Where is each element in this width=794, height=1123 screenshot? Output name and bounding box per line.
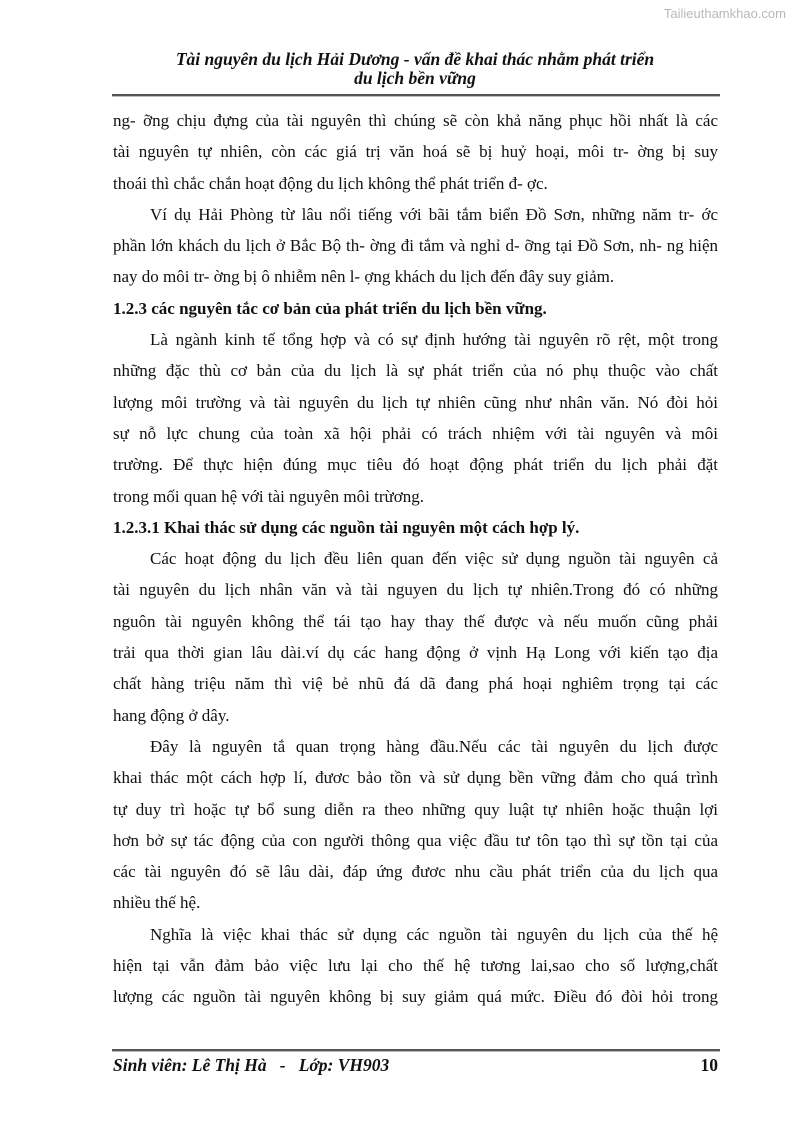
text-line: Ví dụ Hải Phòng từ lâu nổi tiếng với bãi tắm biển Đồ Sơn, những năm tr- ớc	[150, 204, 718, 224]
text-line: hơn bở sự tác động của con người thông qua việc đầu tư tôn tạo thì sự tồn tại của	[113, 830, 718, 850]
text-line: nay do môi tr- ờng bị ô nhiễm nên l- ợng khách du lịch đến đây suy giảm.	[113, 267, 615, 287]
text-line: khai thác một cách hợp lí, đươc bảo tồn và sử dụng bền vững đảm cho quá trình	[113, 768, 718, 788]
text-line: ng- ỡng chịu đựng của tài nguyên thì chúng sẽ còn khả năng phục hồi nhất là các	[113, 111, 718, 130]
text-line: Các hoạt động du lịch đều liên quan đến việc sử dụng nguồn tài nguyên cả	[150, 549, 718, 569]
text-line: Đây là nguyên tắ quan trọng hàng đầu.Nếu các tài nguyên du lịch được	[150, 736, 718, 756]
document-body	[113, 105, 718, 1013]
text-line: tài nguyên tự nhiên, còn các giá trị văn hoá sẽ bị huỷ hoại, môi tr- ờng bị suy	[113, 142, 718, 162]
header-rule	[112, 94, 720, 97]
text-line: trải qua thời gian lâu dài.ví dụ các hang động ở vịnh Hạ Long với kiến tạo địa	[113, 643, 718, 663]
text-line: thoái thì chắc chắn hoạt động du lịch không thể phát triển đ- ợc.	[113, 173, 548, 193]
text-line: tự duy trì hoặc tự bổ sung diễn ra theo những quy luật tự nhiên hoặc thuận lợi	[113, 799, 718, 819]
text-line: chất hàng triệu năm thì việ bẻ nhũ đá dã đang phá hoại nghiêm trọng tại các	[113, 674, 718, 694]
footer-student: Sinh viên: Lê Thị Hà - Lớp: VH903	[113, 1055, 390, 1075]
page-header	[112, 50, 718, 88]
text-line: Là ngành kinh tế tổng hợp và có sự định hướng tài nguyên rõ rệt, một trong	[150, 330, 718, 350]
text-line: lượng môi trường và tài nguyên du lịch tự nhiên cũng như nhân văn. Nó đòi hỏi	[113, 392, 718, 412]
text-line: các tài nguyên đó sẽ lâu dài, đáp ứng đươc nhu cầu phát triển của du lịch qua	[113, 862, 718, 882]
text-line: Nghĩa là việc khai thác sử dụng các nguồn tài nguyên du lịch của thế hệ	[150, 924, 718, 944]
watermark: Tailieuthamkhao.com	[663, 6, 786, 21]
section-heading: 1.2.3 các nguyên tắc cơ bản của phát triển du lịch bền vững.	[113, 298, 547, 318]
text-line: nhiều thế hệ.	[113, 893, 201, 913]
text-line: trong mối quan hệ với tài nguyên môi trừơng.	[113, 486, 424, 506]
header-title-line2: du lịch bền vững	[354, 68, 476, 88]
text-line: lượng các nguồn tài nguyên không bị suy giảm quá mức. Điều đó đòi hỏi trong	[113, 987, 718, 1007]
page-footer	[113, 1055, 718, 1076]
text-line: tài nguyên du lịch nhân văn và tài nguyen du lịch tự nhiên.Trong đó có những	[113, 580, 718, 600]
text-line: trường. Để thực hiện đúng mục tiêu đó hoạt động phát triển du lịch phải đặt	[113, 455, 718, 475]
text-line: hang động ở dây.	[113, 705, 230, 725]
page-number: 10	[700, 1055, 718, 1075]
text-line: những đặc thù cơ bản của du lịch là sự phát triển của nó phụ thuộc vào chất	[113, 361, 718, 381]
section-heading: 1.2.3.1 Khai thác sử dụng các nguồn tài nguyên một cách hợp lý.	[113, 517, 580, 537]
header-title-line1: Tài nguyên du lịch Hải Dương - vấn đề khai thác nhằm phát triển	[175, 49, 655, 69]
text-line: sự nỗ lực chung của toàn xã hội phải có trách nhiệm với tài nguyên và môi	[113, 423, 718, 443]
text-line: nguôn tài nguyên không thể tái tạo hay thay thế được và nếu muốn cũng phải	[113, 611, 718, 631]
footer-rule	[112, 1049, 720, 1052]
text-line: hiện tại vẫn đảm bảo việc lưu lại cho thế hệ tương lai,sao cho số lượng,chất	[113, 956, 718, 976]
text-line: phần lớn khách du lịch ở Bắc Bộ th- ờng đi tắm và nghỉ d- ỡng tại Đồ Sơn, nh- ng hiện	[113, 236, 718, 256]
